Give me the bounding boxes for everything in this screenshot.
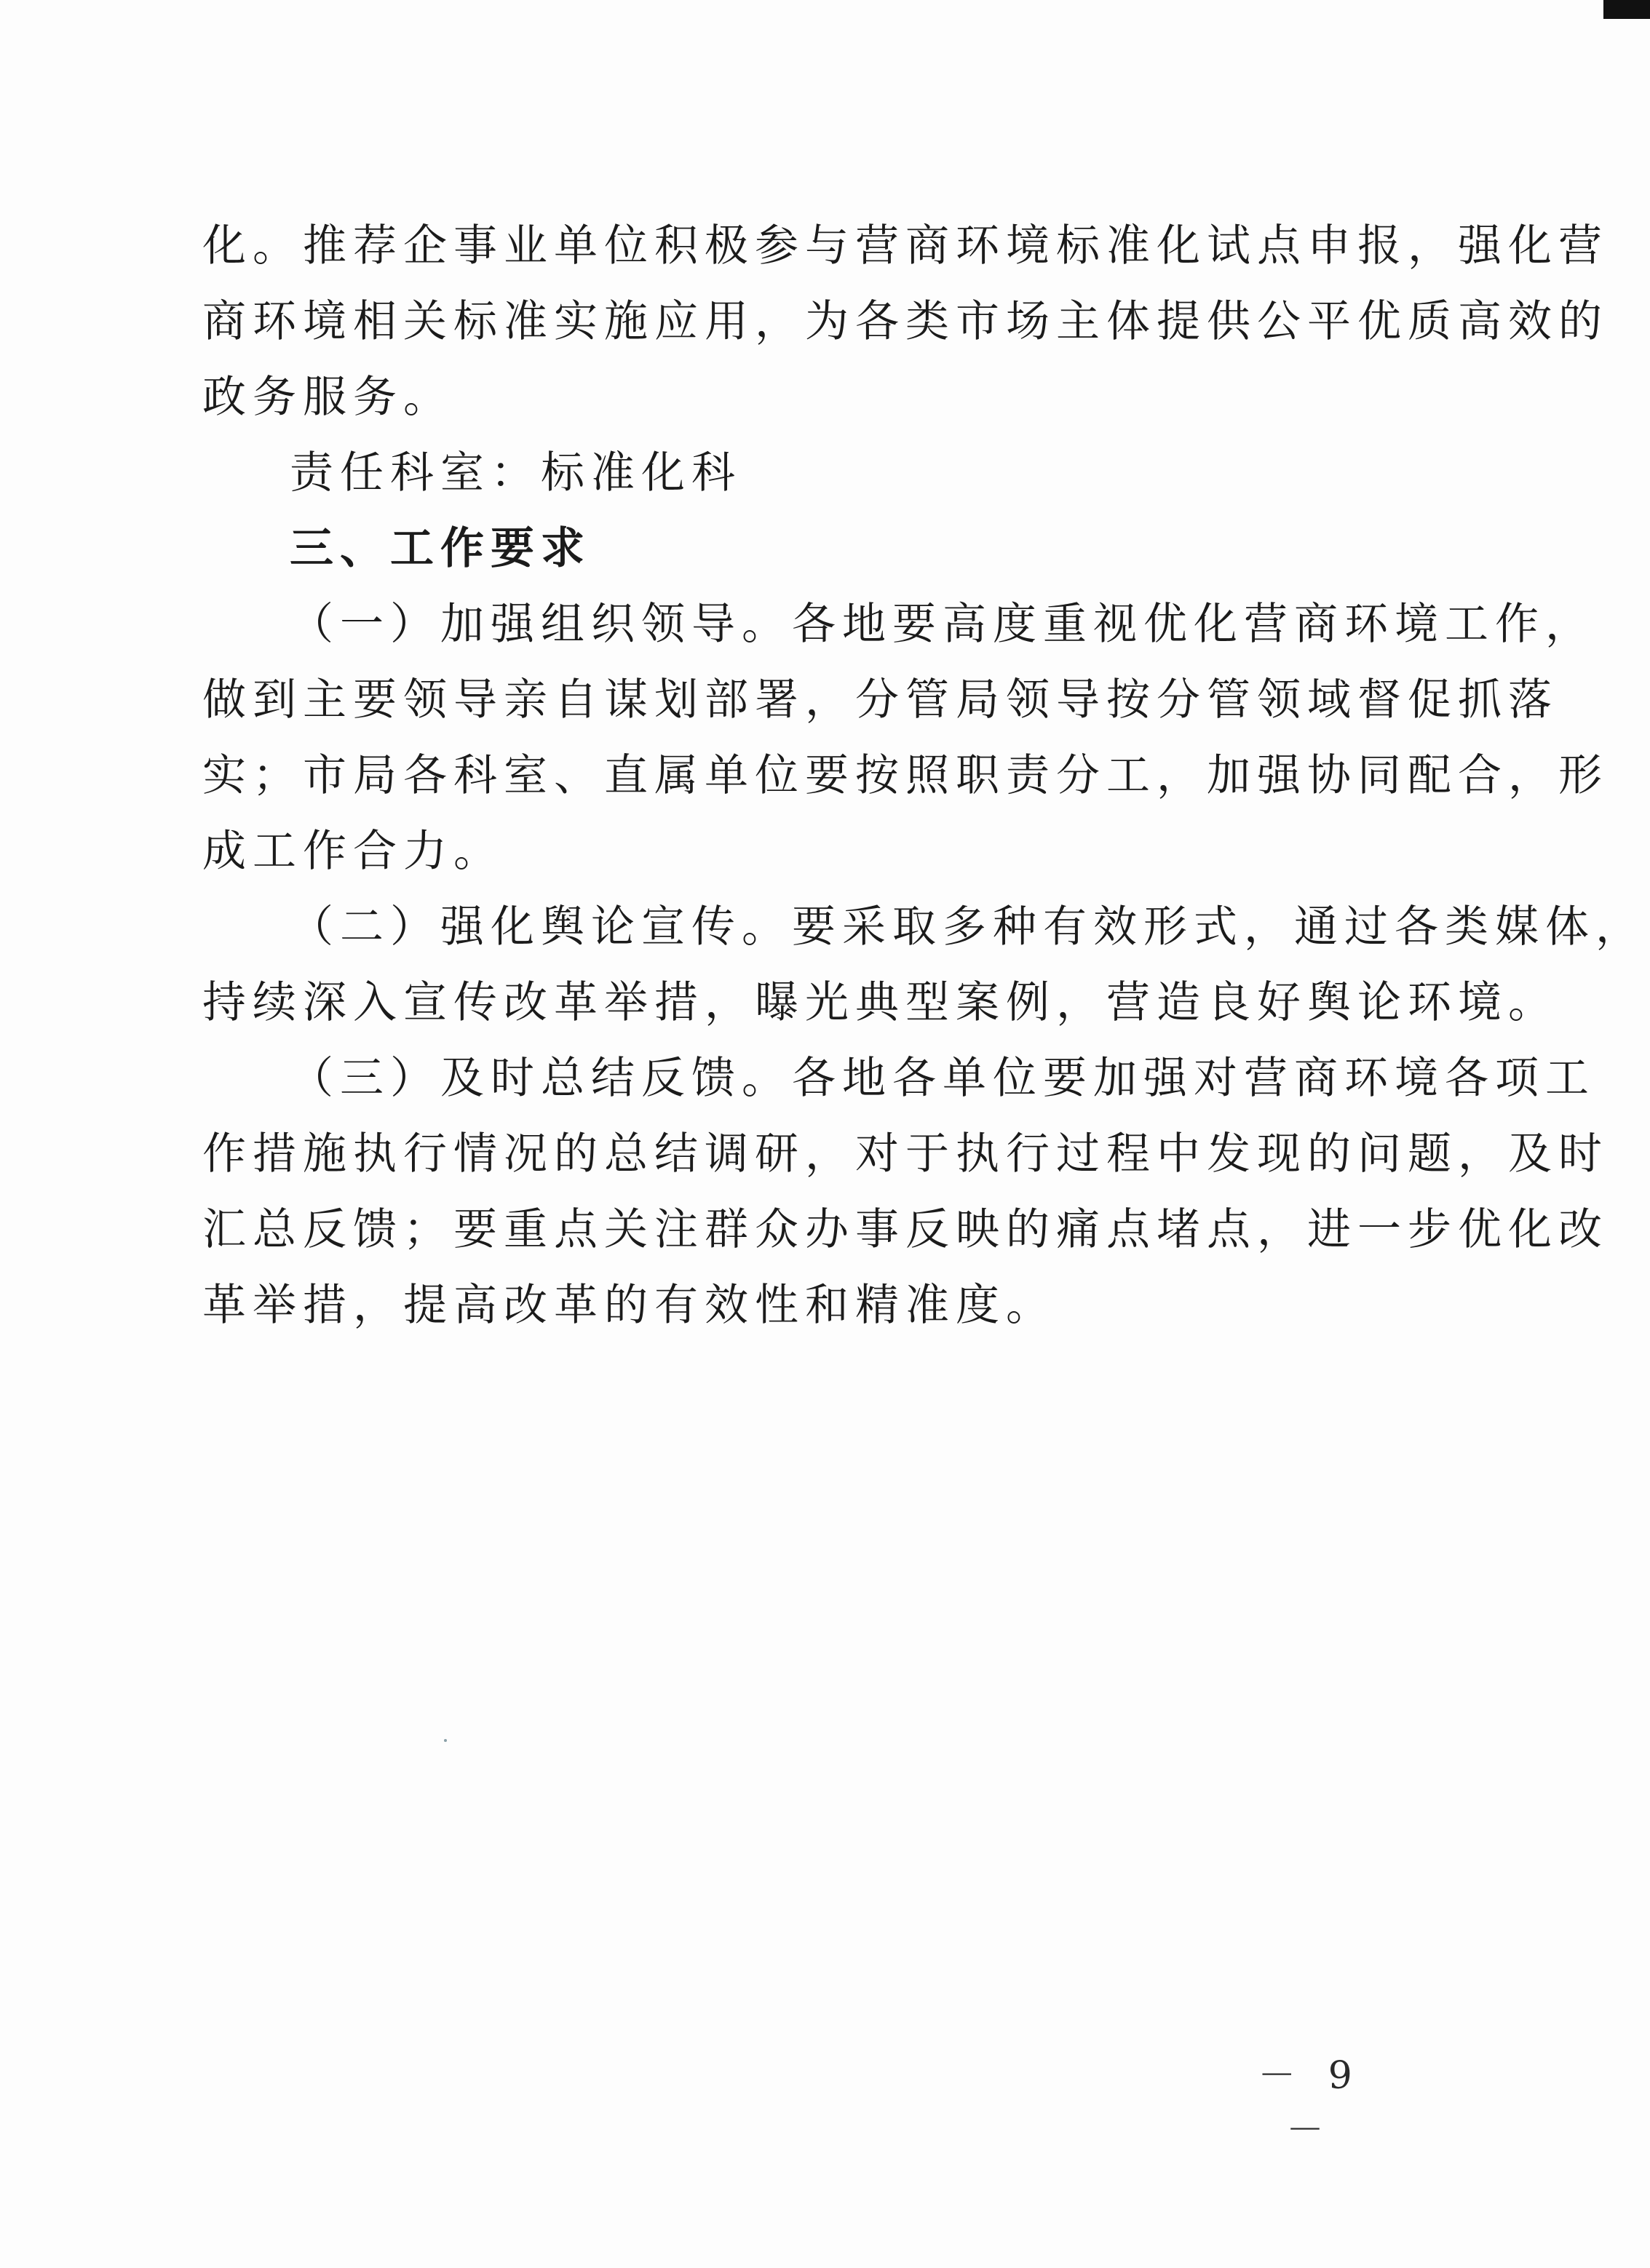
body-line: 实；市局各科室、直属单位要按照职责分工，加强协同配合，形 — [202, 750, 1609, 801]
requirement-item-2 — [202, 889, 1646, 1041]
scan-corner-mark — [1603, 0, 1650, 19]
body-line: 汇总反馈；要重点关注群众办事反映的痛点堵点，进一步优化改 — [202, 1204, 1609, 1255]
item-lead: （二）强化舆论宣传。 — [290, 902, 792, 952]
item-text: 各地各单位要加强对营商环境各项工 — [792, 1053, 1595, 1104]
body-line: 商环境相关标准实施应用，为各类市场主体提供公平优质高效的 — [202, 296, 1609, 347]
section-heading — [202, 511, 1396, 586]
body-line: 成工作合力。 — [202, 826, 504, 877]
item-first-line — [202, 889, 1646, 965]
item-text: 要采取多种有效形式，通过各类媒体， — [792, 902, 1646, 952]
item-lead: （一）加强组织领导。 — [290, 599, 792, 650]
scan-speck — [444, 1739, 447, 1742]
body-line: 持续深入宣传改革举措，曝光典型案例，营造良好舆论环境。 — [202, 977, 1558, 1028]
body-line: 作措施执行情况的总结调研，对于执行过程中发现的问题，及时 — [202, 1129, 1609, 1179]
item-first-line — [202, 586, 1595, 662]
item-lead: （三）及时总结反馈。 — [290, 1053, 792, 1104]
requirement-item-1 — [202, 586, 1609, 889]
responsible-office — [202, 435, 1396, 511]
section-heading-text: 三、工作要求 — [290, 523, 591, 574]
continuation-paragraph — [202, 208, 1609, 435]
page-number: － 9 － — [1258, 2054, 1363, 2152]
item-text: 各地要高度重视优化营商环境工作， — [792, 599, 1595, 650]
body-line: 做到主要领导亲自谋划部署，分管局领导按分管领域督促抓落 — [202, 675, 1558, 725]
document-body — [202, 208, 1646, 1343]
body-line: 革举措，提高改革的有效性和精准度。 — [202, 1280, 1056, 1331]
body-line: 政务服务。 — [202, 372, 453, 423]
requirement-item-3 — [202, 1041, 1609, 1343]
body-line: 化。推荐企事业单位积极参与营商环境标准化试点申报，强化营 — [202, 220, 1609, 271]
responsible-office-text: 责任科室：标准化科 — [290, 447, 742, 498]
item-first-line — [202, 1041, 1595, 1116]
